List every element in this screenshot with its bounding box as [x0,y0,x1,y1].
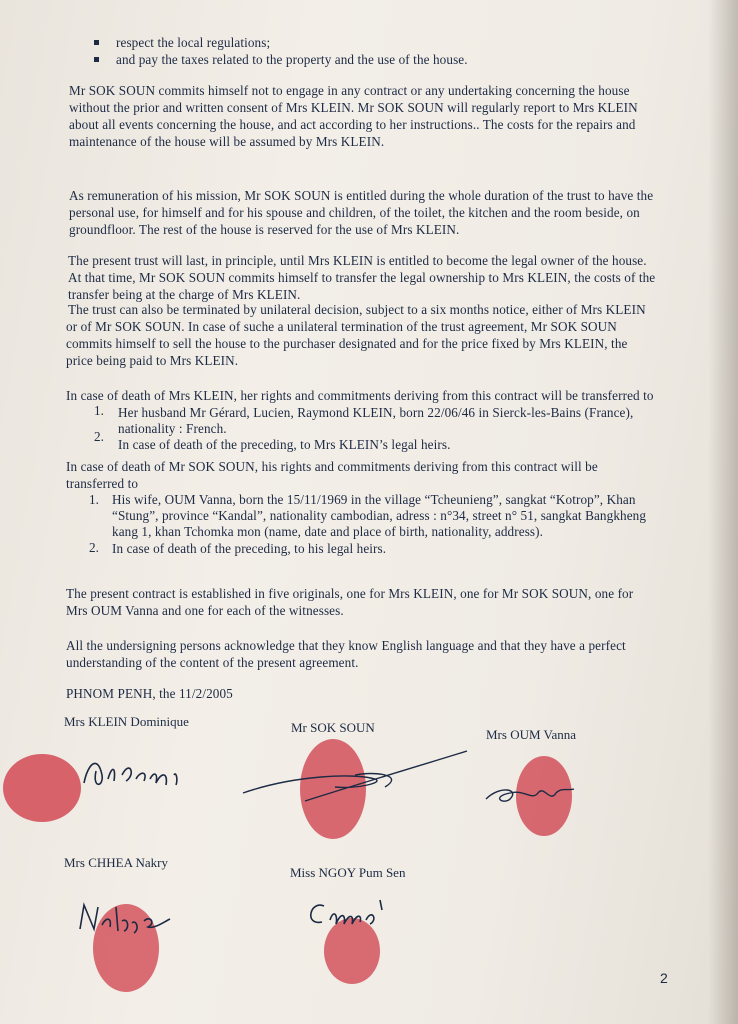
paragraph-line: without the prior and written consent of Mrs KLEIN. Mr SOK SOUN will regularly report to Mrs KLEIN [69,100,638,115]
paragraph-line: transfer being at the charge of Mrs KLEIN. [68,287,301,302]
paragraph-line: Mr SOK SOUN commits himself not to engage in any contract or any undertaking concerning the house [69,83,630,98]
page-number: 2 [660,970,668,986]
paragraph-line: commits himself to sell the house to the purchaser designated and for the price fixed by Mrs KLEIN, the [66,336,628,351]
signature-chhea-icon [70,895,180,945]
list-number: 1. [89,492,99,507]
paragraph-line: about all events concerning the house, and act according to her instructions.. The costs for the repairs and [69,117,636,132]
list-item-line: His wife, OUM Vanna, born the 15/11/1969 in the village “Tcheunieng”, sangkat “Kotrop”, Khan [112,492,636,507]
paragraph-line: Mrs OUM Vanna and one for each of the witnesses. [66,603,344,618]
signature-ngoy-icon [300,890,410,940]
paragraph-line: The present trust will last, in principle, until Mrs KLEIN is entitled to become the legal owner of the house. [68,253,647,268]
paragraph-line: The trust can also be terminated by unilateral decision, subject to a six months notice, either of Mrs KLEIN [68,302,646,317]
signature-klein-icon [78,745,188,795]
paragraph-line: or of Mr SOK SOUN. In case of suche a unilateral termination of the trust agreement, Mr SOK SOUN [66,319,617,334]
paragraph-line: In case of death of Mr SOK SOUN, his rights and commitments deriving from this contract will be [66,459,598,474]
paragraph-line: maintenance of the house will be assumed by Mrs KLEIN. [69,134,385,149]
list-item-line: In case of death of the preceding, to Mrs KLEIN’s legal heirs. [118,437,451,452]
list-number: 2. [94,429,104,444]
bullet-item: and pay the taxes related to the property and the use of the house. [116,52,468,67]
place-date: PHNOM PENH, the 11/2/2005 [66,686,233,701]
list-number: 1. [94,403,104,418]
signature-sok-icon [235,745,475,815]
bullet-icon [94,57,99,62]
signatory-name-oum: Mrs OUM Vanna [486,727,577,742]
signature-oum-icon [480,775,580,815]
list-item-line: “Stung”, province “Kandal”, nationality cambodian, adress : n°34, street n° 51, sangkat Bangkheng [112,508,647,523]
paragraph-line: personal use, for himself and for his spouse and children, of the toilet, the kitchen and the room beside, on [69,205,640,220]
paragraph-line: In case of death of Mrs KLEIN, her rights and commitments deriving from this contract will be transferred to [66,388,654,403]
paragraph-line: price being paid to Mrs KLEIN. [66,353,239,368]
page-edge-shadow [708,0,738,1024]
paragraph-line: At that time, Mr SOK SOUN commits himself to transfer the legal ownership to Mrs KLEIN, the costs of the [68,270,656,285]
signatory-name-sok: Mr SOK SOUN [291,720,375,735]
list-item-line: nationality : French. [118,421,227,436]
paragraph-line: The present contract is established in five originals, one for Mrs KLEIN, one for Mr SOK SOUN, one for [66,586,634,601]
paragraph-line: As remuneration of his mission, Mr SOK SOUN is entitled during the whole duration of the trust to have the [69,188,654,203]
list-item-line: In case of death of the preceding, to his legal heirs. [112,541,387,556]
paragraph-line: groundfloor. The rest of the house is reserved for the use of Mrs KLEIN. [69,222,460,237]
paragraph-line: understanding of the content of the present agreement. [66,655,359,670]
paragraph-line: All the undersigning persons acknowledge that they know English language and that they have a perfect [66,638,626,653]
list-item-line: Her husband Mr Gérard, Lucien, Raymond KLEIN, born 22/06/46 in Sierck-les-Bains (France), [118,405,634,420]
signatory-name-klein: Mrs KLEIN Dominique [64,714,189,729]
signatory-name-ngoy: Miss NGOY Pum Sen [290,865,406,880]
list-number: 2. [89,540,99,555]
paragraph-line: transferred to [66,476,139,491]
list-item-line: kang 1, khan Tchomka mon (name, date and place of birth, nationality, address). [112,524,544,539]
bullet-icon [94,40,99,45]
bullet-item: respect the local regulations; [116,35,271,50]
signatory-name-chhea: Mrs CHHEA Nakry [64,855,168,870]
